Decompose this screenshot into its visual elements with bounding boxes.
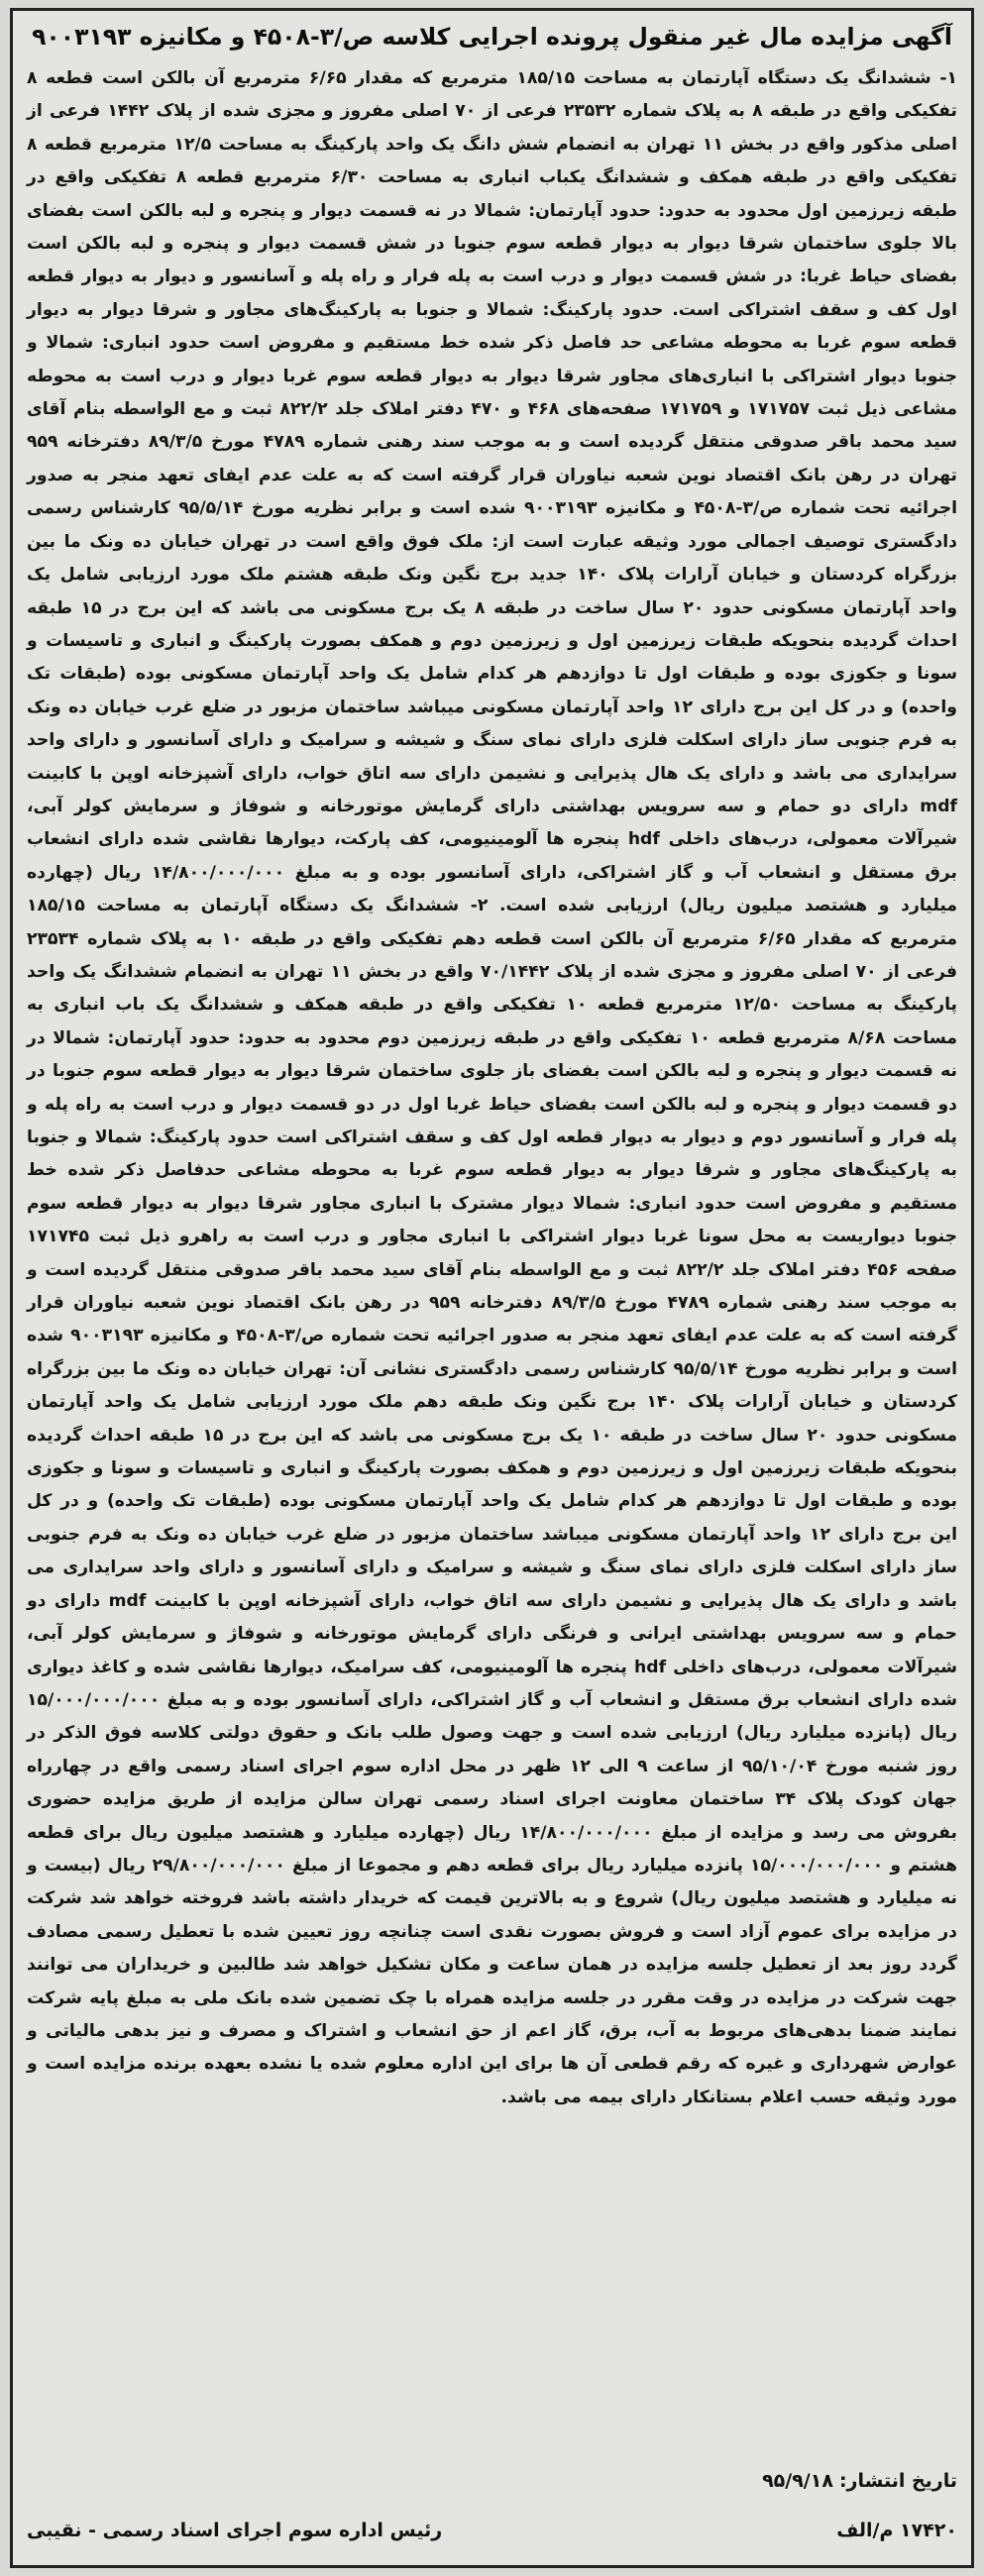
issuer-signature: رئیس اداره سوم اجرای اسناد رسمی - نقیبی xyxy=(27,2520,443,2541)
notice-body: ۱- ششدانگ یک دستگاه آپارتمان به مساحت ۱۸۵/۱۵ مترمربع که مقدار ۶/۶۵ مترمربع آن بالکن است قطعه ۸ تفکیکی واقع در طبقه ۸ به پلاک شماره ۲۳۵۳۲ فرعی از ۷۰ اصلی مفروز و مجزی شده از پلاک ۱۴۴۲ فرعی از اصلی مذکور واقع در بخش ۱۱ تهران به انضمام شش دانگ یک واحد پارکینگ به مساحت ۱۲/۵ مترمربع قطعه ۸ تفکیکی واقع در طبقه همکف و ششدانگ یکباب انباری به مساحت ۶/۳۰ مترمربع قطعه ۸ تفکیکی واقع در طبقه زیرزمین اول محدود به حدود: حدود آپارتمان: شمالا در نه قسمت دیوار و پنجره و لبه بالکن است بفضای بالا جلوی ساختمان شرقا دیوار به دیوار قطعه سوم جنوبا در شش قسمت دیوار و پنجره و لبه بالکن است بفضای حیاط غربا: در شش قسمت دیوار و درب است به پله فرار و راه پله و آسانسور و دیوار به دیوار قطعه اول کف و سقف اشتراکی است. حدود پارکینگ: شمالا و جنوبا به پارکینگ‌های مجاور و شرقا دیوار به دیوار قطعه سوم غربا به محوطه مشاعی حد فاصل ذکر شده خط مستقیم و مفروض است حدود انباری: شمالا و جنوبا دیوار اشتراکی با انباری‌های مجاور شرقا دیوار به دیوار قطعه سوم غربا دیوار و درب است به محوطه مشاعی ذیل ثبت ۱۷۱۷۵۷ و ۱۷۱۷۵۹ صفحه‌های ۴۶۸ و ۴۷۰ دفتر املاک جلد ۸۲۲/۲ ثبت و مع الواسطه بنام آقای سید محمد باقر صدوقی منتقل گردیده است و به موجب سند رهنی شماره ۴۷۸۹ مورخ ۸۹/۳/۵ دفترخانه ۹۵۹ تهران در رهن بانک اقتصاد نوین شعبه نیاوران قرار گرفته است که به علت عدم ایفای تعهد منجر به صدور اجرائیه تحت شماره ص/۳-۴۵۰۸ و مکانیزه ۹۰۰۳۱۹۳ شده است و برابر نظریه مورخ ۹۵/۵/۱۴ کارشناس رسمی دادگستری توصیف اجمالی مورد وثیقه عبارت است از: ملک فوق واقع است در تهران خیابان ده ونک ما بین بزرگراه کردستان و خیابان آرارات پلاک ۱۴۰ جدید برج نگین ونک طبقه هشتم ملک مورد ارزیابی شامل یک واحد آپارتمان مسکونی حدود ۲۰ سال ساخت در طبقه ۸ یک برج مسکونی می باشد که این برج در ۱۵ طبقه احداث گردیده بنحویکه طبقات زیرزمین اول و زیرزمین دوم و همکف بصورت پارکینگ و انباری و تاسیسات و سونا و جکوزی بوده و طبقات اول تا دوازدهم هر کدام شامل یک واحد آپارتمان مسکونی بوده (طبقات تک واحده) و در کل این برج دارای ۱۲ واحد آپارتمان مسکونی میباشد ساختمان مزبور در ضلع غرب خیابان ده ونک به فرم جنوبی ساز دارای اسکلت فلزی دارای نمای سنگ و شیشه و سرامیک و دارای آسانسور و دارای واحد سرایداری می باشد و دارای یک هال پذیرایی و نشیمن دارای سه اتاق خواب، دارای آشپزخانه اوپن با کابینت mdf دارای دو حمام و سه سرویس بهداشتی دارای گرمایش موتورخانه و شوفاژ و سرمایش کولر آبی، شیرآلات معمولی، درب‌های داخلی hdf پنجره ها آلومینیومی، کف پارکت، دیوارها نقاشی شده دارای انشعاب برق مستقل و انشعاب آب و گاز اشتراکی، دارای آسانسور بوده و به مبلغ ۱۴/۸۰۰/۰۰۰/۰۰۰ ریال (چهارده میلیارد و هشتصد میلیون ریال) ارزیابی شده است. ۲- ششدانگ یک دستگاه آپارتمان به مساحت ۱۸۵/۱۵ مترمربع که مقدار ۶/۶۵ مترمربع آن بالکن است قطعه دهم تفکیکی واقع در طبقه ۱۰ به پلاک شماره ۲۳۵۳۴ فرعی از ۷۰ اصلی مفروز و مجزی شده از پلاک ۷۰/۱۴۴۲ واقع در بخش ۱۱ تهران به انضمام ششدانگ یک واحد پارکینگ به مساحت ۱۲/۵۰ مترمربع قطعه ۱۰ تفکیکی واقع در طبقه همکف و ششدانگ یک باب انباری به مساحت ۸/۶۸ مترمربع قطعه ۱۰ تفکیکی واقع در طبقه زیرزمین دوم محدود به حدود: حدود آپارتمان: شمالا در نه قسمت دیوار و پنجره و لبه بالکن است بفضای باز جلوی ساختمان شرقا دیوار به دیوار قطعه سوم جنوبا در دو قسمت دیوار و پنجره و لبه بالکن است بفضای حیاط غربا اول در دو قسمت دیوار و درب است به راه پله و پله فرار و آسانسور دوم و دیوار به دیوار قطعه اول کف و سقف اشتراکی است حدود پارکینگ: شمالا و جنوبا به پارکینگ‌های مجاور و شرقا دیوار به دیوار قطعه سوم غربا به محوطه مشاعی حدفاصل ذکر شده خط مستقیم و مفروض است حدود انباری: شمالا دیوار مشترک با انباری مجاور شرقا دیوار به دیوار قطعه سوم جنوبا دیواریست به محل سونا غربا دیوار اشتراکی با انباری مجاور و درب است به راهرو ذیل ثبت ۱۷۱۷۴۵ صفحه ۴۵۶ دفتر املاک جلد ۸۲۲/۲ ثبت و مع الواسطه بنام آقای سید محمد باقر صدوقی منتقل گردیده است و به موجب سند رهنی شماره ۴۷۸۹ مورخ ۸۹/۳/۵ دفترخانه ۹۵۹ در رهن بانک اقتصاد نوین شعبه نیاوران قرار گرفته است که به علت عدم ایفای تعهد منجر به صدور اجرائیه تحت شماره ص/۳-۴۵۰۸ و مکانیزه ۹۰۰۳۱۹۳ شده است و برابر نظریه مورخ ۹۵/۵/۱۴ کارشناس رسمی دادگستری نشانی آن: تهران خیابان ده ونک ما بین بزرگراه کردستان و خیابان آرارات پلاک ۱۴۰ برج نگین ونک طبقه دهم ملک مورد ارزیابی شامل یک واحد آپارتمان مسکونی حدود ۲۰ سال ساخت در طبقه ۱۰ یک برج مسکونی می باشد که این برج در ۱۵ طبقه احداث گردیده بنحویکه طبقات زیرزمین اول و زیرزمین دوم و همکف بصورت پارکینگ و انباری و تاسیسات و سونا و جکوزی بوده و طبقات اول تا دوازدهم هر کدام شامل یک واحد آپارتمان مسکونی بوده (طبقات تک واحده) و در کل این برج دارای ۱۲ واحد آپارتمان مسکونی میباشد ساختمان مزبور در ضلع غرب خیابان ده ونک به فرم جنوبی ساز دارای اسکلت فلزی دارای نمای سنگ و شیشه و سرامیک و دارای آسانسور و دارای واحد سرایداری می باشد و دارای یک هال پذیرایی و نشیمن دارای سه اتاق خواب، دارای آشپزخانه اوپن با کابینت mdf دارای دو حمام و سه سرویس بهداشتی ایرانی و فرنگی دارای گرمایش موتورخانه و شوفاژ و سرمایش کولر آبی، شیرآلات معمولی، درب‌های داخلی hdf پنجره ها آلومینیومی، کف سرامیک، دیوارها نقاشی شده و کاغذ دیواری شده دارای انشعاب برق مستقل و انشعاب آب و گاز اشتراکی، دارای آسانسور بوده و به مبلغ ۱۵/۰۰۰/۰۰۰/۰۰۰ ریال (پانزده میلیارد ریال) ارزیابی شده است و جهت وصول طلب بانک و حقوق دولتی کلاسه فوق الذکر در روز شنبه مورخ ۹۵/۱۰/۰۴ از ساعت ۹ الی ۱۲ ظهر در محل اداره سوم اجرای اسناد رسمی واقع در چهارراه جهان کودک پلاک ۳۴ ساختمان معاونت اجرای اسناد رسمی تهران سالن مزایده از طریق مزایده حضوری بفروش می رسد و مزایده از مبلغ ۱۴/۸۰۰/۰۰۰/۰۰۰ ریال (چهارده میلیارد و هشتصد میلیون ریال برای قطعه هشتم و ۱۵/۰۰۰/۰۰۰/۰۰۰ پانزده میلیارد ریال برای قطعه دهم و مجموعا از مبلغ ۲۹/۸۰۰/۰۰۰/۰۰۰ ریال (بیست و نه میلیارد و هشتصد میلیون ریال) شروع و به بالاترین قیمت که خریدار داشته باشد فروخته خواهد شد شرکت در مزایده برای عموم آزاد است و فروش بصورت نقدی است چنانچه روز تعیین شده با تعطیل رسمی مصادف گردد روز بعد از تعطیل جلسه مزایده در همان ساعت و مکان تشکیل خواهد شد طالبین و خریداران می توانند جهت شرکت در مزایده در وقت مقرر در جلسه مزایده همراه با چک تضمین شده بانک ملی به مبلغ پایه شرکت نمایند ضمنا بدهی‌های مربوط به آب، برق، گاز اعم از حق انشعاب و اشتراک و مصرف و نیز بدهی مالیاتی و عوارض شهرداری و غیره که رقم قطعی آن ها برای این اداره معلوم شده یا نشده بعهده برنده مزایده است و مورد وثیقه حسب اعلام بستانکار دارای بیمه می باشد. xyxy=(27,68,958,2107)
publish-date-label: تاریخ انتشار: xyxy=(838,2470,957,2492)
footer-row-date xyxy=(27,2456,957,2506)
notice-footer xyxy=(27,2456,957,2555)
notice-box xyxy=(10,8,974,2568)
notice-title: آگهی مزایده مال غیر منقول پرونده اجرایی کلاسه ص/۳-۴۵۰۸ و مکانیزه ۹۰۰۳۱۹۳ xyxy=(32,23,952,51)
publish-date xyxy=(762,2470,957,2492)
publish-date-value: ۹۵/۹/۱۸ xyxy=(762,2470,833,2492)
footer-row-signature xyxy=(27,2506,957,2555)
notice-reference: ۱۷۴۲۰ م/الف xyxy=(836,2520,957,2541)
